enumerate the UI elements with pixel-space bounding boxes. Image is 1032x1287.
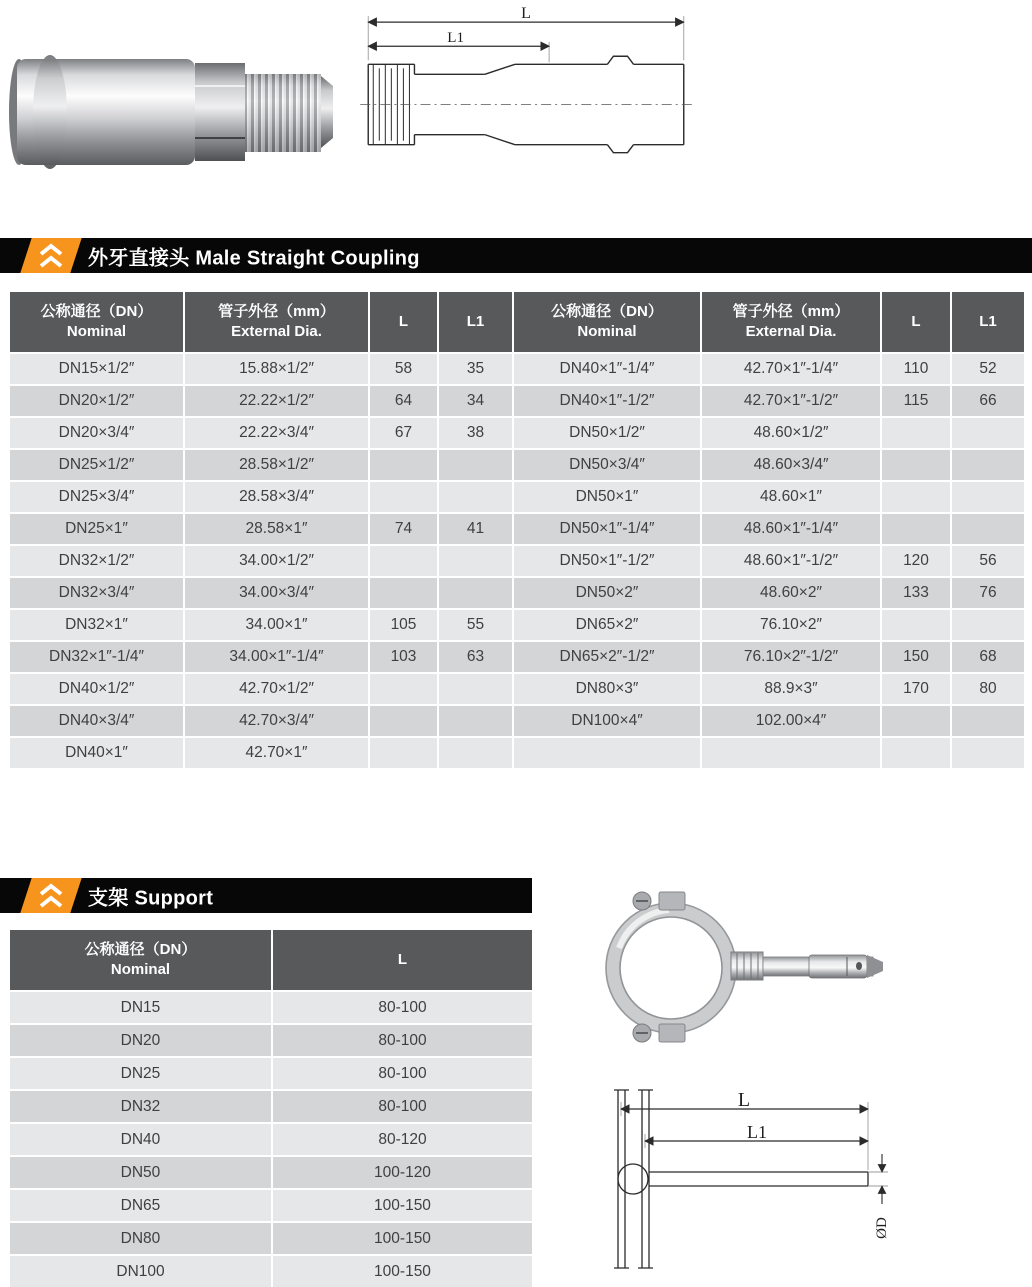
table-cell: [438, 481, 513, 513]
table-cell: 22.22×3/4″: [184, 417, 369, 449]
coupling-dimension-drawing: [356, 2, 698, 208]
table-cell: 80-100: [272, 1024, 533, 1057]
table-cell: DN20×3/4″: [9, 417, 184, 449]
table-cell: [438, 577, 513, 609]
dim-label-l1: L1: [747, 1122, 767, 1142]
table-cell: [951, 513, 1025, 545]
table-cell: 28.58×1/2″: [184, 449, 369, 481]
table-cell: DN50×3/4″: [513, 449, 701, 481]
table-cell: [951, 705, 1025, 737]
table-cell: 52: [951, 353, 1025, 385]
table-cell: DN40×1/2″: [9, 673, 184, 705]
table-cell: 38: [438, 417, 513, 449]
table-cell: 80-120: [272, 1123, 533, 1156]
table-row: [9, 1024, 533, 1057]
header-zh: 管子外径（mm）: [218, 302, 335, 320]
table-cell: 80: [951, 673, 1025, 705]
table-cell: 100-150: [272, 1222, 533, 1255]
table-cell: 55: [438, 609, 513, 641]
table-cell: DN32×1″: [9, 609, 184, 641]
header-en: Nominal: [110, 961, 171, 978]
table-row: [9, 1156, 533, 1189]
table-cell: 80-100: [272, 1090, 533, 1123]
table-cell: 48.60×3/4″: [701, 449, 881, 481]
table-cell: DN100: [9, 1255, 272, 1287]
table-cell: 103: [369, 641, 438, 673]
table-cell: 48.60×2″: [701, 577, 881, 609]
section-title-coupling: 外牙直接头 Male Straight Coupling: [88, 247, 420, 269]
table-cell: [881, 737, 951, 769]
table-cell: DN32: [9, 1090, 272, 1123]
table-cell: 34.00×1″-1/4″: [184, 641, 369, 673]
double-chevron-up-icon: [33, 241, 69, 271]
table-cell: DN50×2″: [513, 577, 701, 609]
table-cell: 48.60×1/2″: [701, 417, 881, 449]
table-cell: [438, 449, 513, 481]
table-cell: [881, 449, 951, 481]
col-external-left: [184, 291, 369, 353]
col-l-left: L: [369, 291, 438, 353]
table-cell: 170: [881, 673, 951, 705]
table-cell: DN50×1″-1/4″: [513, 513, 701, 545]
table-cell: DN32×1/2″: [9, 545, 184, 577]
table-cell: [369, 449, 438, 481]
table-cell: DN40×1″-1/4″: [513, 353, 701, 385]
table-cell: [369, 577, 438, 609]
table-cell: 88.9×3″: [701, 673, 881, 705]
table-row: [9, 991, 533, 1024]
table-cell: 35: [438, 353, 513, 385]
table-cell: [881, 513, 951, 545]
header-zh: 公称通径（DN）: [551, 302, 663, 320]
table-cell: 133: [881, 577, 951, 609]
dim-label-l1: L1: [447, 30, 465, 47]
table-cell: [701, 737, 881, 769]
table-cell: DN20: [9, 1024, 272, 1057]
header-en: Nominal: [66, 323, 127, 340]
table-cell: DN40: [9, 1123, 272, 1156]
table-cell: [438, 545, 513, 577]
table-cell: [951, 737, 1025, 769]
table-cell: 115: [881, 385, 951, 417]
table-cell: [438, 737, 513, 769]
table-cell: 48.60×1″: [701, 481, 881, 513]
table-row: [9, 609, 1025, 641]
table-cell: DN50×1″: [513, 481, 701, 513]
table-row: [9, 1057, 533, 1090]
table-cell: 28.58×3/4″: [184, 481, 369, 513]
table-row: [9, 1189, 533, 1222]
col-nominal-left: [9, 291, 184, 353]
table-row: [9, 737, 1025, 769]
table-cell: DN65: [9, 1189, 272, 1222]
table-cell: DN65×2″-1/2″: [513, 641, 701, 673]
table-cell: DN32×1″-1/4″: [9, 641, 184, 673]
table-cell: 105: [369, 609, 438, 641]
table-cell: [438, 705, 513, 737]
section-header-coupling: [0, 238, 1032, 273]
table-row: [9, 385, 1025, 417]
table-cell: [369, 705, 438, 737]
table-cell: 42.70×1″: [184, 737, 369, 769]
table-cell: 63: [438, 641, 513, 673]
table-cell: 42.70×1/2″: [184, 673, 369, 705]
table-cell: 76.10×2″: [701, 609, 881, 641]
table-cell: 42.70×1″-1/4″: [701, 353, 881, 385]
table-cell: [369, 481, 438, 513]
table-cell: DN100×4″: [513, 705, 701, 737]
table-cell: [369, 545, 438, 577]
header-zh: 管子外径（mm）: [732, 302, 850, 320]
table-cell: [369, 737, 438, 769]
table-cell: 76: [951, 577, 1025, 609]
table-cell: 42.70×3/4″: [184, 705, 369, 737]
table-cell: [438, 673, 513, 705]
table-cell: DN25×3/4″: [9, 481, 184, 513]
table-row: [9, 705, 1025, 737]
coupling-table: [8, 290, 1026, 770]
table-cell: DN15: [9, 991, 272, 1024]
table-cell: 41: [438, 513, 513, 545]
double-chevron-up-icon: [33, 881, 69, 911]
table-cell: 64: [369, 385, 438, 417]
table-cell: 34.00×1″: [184, 609, 369, 641]
table-row: [9, 513, 1025, 545]
table-cell: 15.88×1/2″: [184, 353, 369, 385]
table-cell: [513, 737, 701, 769]
table-cell: [369, 673, 438, 705]
table-cell: 102.00×4″: [701, 705, 881, 737]
header-zh: 公称通径（DN）: [84, 940, 197, 958]
clamp-photo: [563, 856, 911, 1072]
table-cell: [951, 417, 1025, 449]
table-cell: DN15×1/2″: [9, 353, 184, 385]
table-cell: 74: [369, 513, 438, 545]
col-l1-right: L1: [951, 291, 1025, 353]
table-cell: [951, 481, 1025, 513]
table-cell: DN80: [9, 1222, 272, 1255]
col-nominal-support: [9, 929, 272, 991]
clamp-dimension-drawing: [576, 1076, 910, 1284]
table-cell: [951, 449, 1025, 481]
table-cell: DN80×3″: [513, 673, 701, 705]
table-cell: 48.60×1″-1/4″: [701, 513, 881, 545]
table-row: [9, 481, 1025, 513]
table-cell: 58: [369, 353, 438, 385]
header-en: External Dia.: [231, 323, 322, 340]
coupling-photo: [6, 28, 338, 196]
table-cell: DN25×1/2″: [9, 449, 184, 481]
table-cell: DN50×1″-1/2″: [513, 545, 701, 577]
table-cell: 66: [951, 385, 1025, 417]
support-table: [8, 928, 534, 1287]
table-row: [9, 1090, 533, 1123]
table-cell: DN32×3/4″: [9, 577, 184, 609]
table-cell: DN50: [9, 1156, 272, 1189]
header-en: External Dia.: [745, 323, 837, 340]
col-l-support: L: [272, 929, 533, 991]
table-cell: DN25: [9, 1057, 272, 1090]
table-row: [9, 1255, 533, 1287]
section-title-support: 支架 Support: [88, 887, 214, 909]
table-cell: 100-150: [272, 1189, 533, 1222]
table-cell: DN40×1″: [9, 737, 184, 769]
table-cell: DN40×3/4″: [9, 705, 184, 737]
dim-label-d: ØD: [874, 1217, 890, 1239]
table-cell: 67: [369, 417, 438, 449]
table-cell: 100-150: [272, 1255, 533, 1287]
table-header-row: [9, 291, 1025, 353]
table-cell: 80-100: [272, 1057, 533, 1090]
table-cell: [951, 609, 1025, 641]
table-cell: 120: [881, 545, 951, 577]
table-cell: [881, 609, 951, 641]
table-cell: [881, 417, 951, 449]
table-cell: 34.00×1/2″: [184, 545, 369, 577]
table-cell: 80-100: [272, 991, 533, 1024]
table-row: [9, 673, 1025, 705]
table-cell: DN25×1″: [9, 513, 184, 545]
table-cell: DN50×1/2″: [513, 417, 701, 449]
table-cell: 34: [438, 385, 513, 417]
table-cell: 76.10×2″-1/2″: [701, 641, 881, 673]
table-cell: [881, 705, 951, 737]
table-row: [9, 353, 1025, 385]
section-header-support: [0, 878, 532, 913]
table-cell: DN20×1/2″: [9, 385, 184, 417]
table-cell: 48.60×1″-1/2″: [701, 545, 881, 577]
table-cell: 42.70×1″-1/2″: [701, 385, 881, 417]
header-zh: 公称通径（DN）: [40, 302, 153, 320]
table-cell: DN65×2″: [513, 609, 701, 641]
col-nominal-right: [513, 291, 701, 353]
col-l1-left: L1: [438, 291, 513, 353]
table-row: [9, 1222, 533, 1255]
table-row: [9, 577, 1025, 609]
table-row: [9, 449, 1025, 481]
table-cell: 28.58×1″: [184, 513, 369, 545]
table-cell: 68: [951, 641, 1025, 673]
dim-label-l: L: [737, 1089, 751, 1111]
dim-label-l: L: [521, 5, 531, 23]
table-row: [9, 417, 1025, 449]
table-cell: 34.00×3/4″: [184, 577, 369, 609]
table-cell: 150: [881, 641, 951, 673]
table-cell: 56: [951, 545, 1025, 577]
table-header-row: [9, 929, 533, 991]
header-en: Nominal: [577, 323, 637, 340]
table-row: [9, 641, 1025, 673]
table-cell: 22.22×1/2″: [184, 385, 369, 417]
table-cell: 100-120: [272, 1156, 533, 1189]
table-row: [9, 545, 1025, 577]
col-l-right: L: [881, 291, 951, 353]
table-cell: 110: [881, 353, 951, 385]
table-cell: [881, 481, 951, 513]
col-external-right: [701, 291, 881, 353]
table-row: [9, 1123, 533, 1156]
table-cell: DN40×1″-1/2″: [513, 385, 701, 417]
